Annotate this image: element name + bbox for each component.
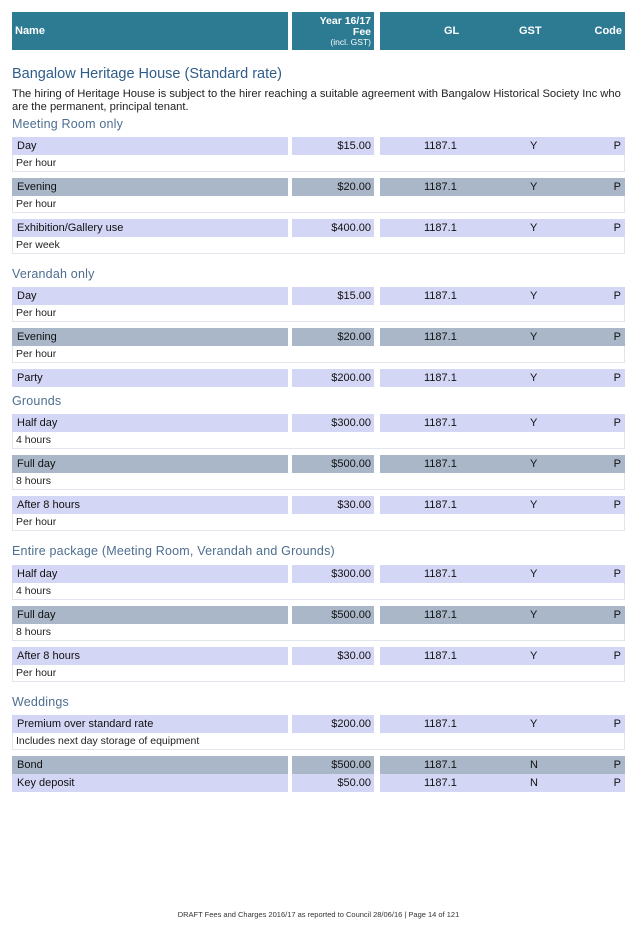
table-row <box>12 606 625 624</box>
row-code: P <box>613 290 621 302</box>
row-name: Bond <box>17 759 43 771</box>
row-unit <box>12 155 625 172</box>
row-unit <box>12 196 625 213</box>
row-unit <box>12 432 625 449</box>
table-row <box>12 178 625 196</box>
table-row <box>12 774 625 792</box>
row-fee: $500.00 <box>331 609 371 621</box>
row-gl: 1187.1 <box>424 290 457 302</box>
row-code: P <box>613 417 621 429</box>
row-unit-text: Per hour <box>16 157 57 169</box>
row-fee: $500.00 <box>331 458 371 470</box>
row-gl: 1187.1 <box>424 181 457 193</box>
row-fee: $15.00 <box>337 290 371 302</box>
row-gl: 1187.1 <box>424 372 457 384</box>
row-code: P <box>613 759 621 771</box>
row-unit-text: 8 hours <box>16 475 52 487</box>
row-name: Key deposit <box>17 777 75 789</box>
section-heading-grounds: Grounds <box>12 394 62 408</box>
row-unit <box>12 583 625 600</box>
row-name: Day <box>17 140 37 152</box>
row-code: P <box>613 372 621 384</box>
row-unit-text: Per hour <box>16 348 57 360</box>
row-gl: 1187.1 <box>424 568 457 580</box>
row-fee: $400.00 <box>331 222 371 234</box>
row-gl: 1187.1 <box>424 650 457 662</box>
row-fee: $500.00 <box>331 759 371 771</box>
table-row <box>12 137 625 155</box>
row-code: P <box>613 650 621 662</box>
row-unit-text: 4 hours <box>16 585 52 597</box>
row-unit-text: Includes next day storage of equipment <box>16 735 200 747</box>
row-fee: $15.00 <box>337 140 371 152</box>
row-gst: N <box>530 759 538 771</box>
row-name: Party <box>17 372 43 384</box>
row-unit-text: Per hour <box>16 198 57 210</box>
row-code: P <box>613 499 621 511</box>
row-gst: Y <box>530 499 538 511</box>
row-gst: Y <box>530 458 538 470</box>
table-row <box>12 565 625 583</box>
section-heading-meeting-room: Meeting Room only <box>12 117 124 131</box>
row-unit <box>12 305 625 322</box>
row-unit <box>12 346 625 363</box>
row-name: Exhibition/Gallery use <box>17 222 124 234</box>
row-gst: Y <box>530 650 538 662</box>
row-name: Evening <box>17 181 57 193</box>
row-code: P <box>613 331 621 343</box>
row-name: Half day <box>17 417 58 429</box>
row-fee: $300.00 <box>331 417 371 429</box>
row-fee: $20.00 <box>337 181 371 193</box>
row-code: P <box>613 181 621 193</box>
row-fee: $30.00 <box>337 650 371 662</box>
page-title: Bangalow Heritage House (Standard rate) <box>12 66 283 82</box>
row-gl: 1187.1 <box>424 417 457 429</box>
row-unit <box>12 237 625 254</box>
section-heading-weddings: Weddings <box>12 695 69 709</box>
row-name: Full day <box>17 458 56 470</box>
row-code: P <box>613 140 621 152</box>
row-unit <box>12 624 625 641</box>
column-header-name-label: Name <box>15 25 45 37</box>
row-unit-text: Per hour <box>16 307 57 319</box>
row-gl: 1187.1 <box>424 759 457 771</box>
row-unit <box>12 514 625 531</box>
row-name: After 8 hours <box>17 650 80 662</box>
table-row <box>12 715 625 733</box>
row-gl: 1187.1 <box>424 222 457 234</box>
table-row <box>12 219 625 237</box>
table-row <box>12 496 625 514</box>
row-gst: Y <box>530 181 538 193</box>
row-name: Half day <box>17 568 58 580</box>
column-header-fee-label: Fee <box>352 26 371 38</box>
row-code: P <box>613 458 621 470</box>
column-header-fee-year: Year 16/17 <box>319 15 371 27</box>
row-unit-text: 8 hours <box>16 626 52 638</box>
row-unit <box>12 733 625 750</box>
table-row <box>12 414 625 432</box>
row-unit-text: Per hour <box>16 667 57 679</box>
page-footer: DRAFT Fees and Charges 2016/17 as reported to Council 28/06/16 | Page 14 of 121 <box>177 910 460 919</box>
column-header-fee-note: (incl. GST) <box>330 37 371 47</box>
row-fee: $200.00 <box>331 372 371 384</box>
row-gl: 1187.1 <box>424 331 457 343</box>
row-gl: 1187.1 <box>424 140 457 152</box>
row-gl: 1187.1 <box>424 458 457 470</box>
row-fee: $50.00 <box>337 777 371 789</box>
row-unit <box>12 665 625 682</box>
row-gst: Y <box>530 140 538 152</box>
table-row <box>12 328 625 346</box>
row-gst: Y <box>530 568 538 580</box>
row-name: Day <box>17 290 37 302</box>
column-header-name <box>12 12 288 50</box>
column-header-gl: GL <box>444 25 460 37</box>
row-code: P <box>613 609 621 621</box>
row-gl: 1187.1 <box>424 499 457 511</box>
row-gst: Y <box>530 331 538 343</box>
row-unit <box>12 473 625 490</box>
row-name: Premium over standard rate <box>17 718 154 730</box>
row-gst: Y <box>530 222 538 234</box>
table-row <box>12 647 625 665</box>
row-gst: Y <box>530 372 538 384</box>
row-name: After 8 hours <box>17 499 80 511</box>
row-name: Evening <box>17 331 57 343</box>
table-row <box>12 756 625 774</box>
row-code: P <box>613 222 621 234</box>
table-row <box>12 455 625 473</box>
row-unit-text: Per hour <box>16 516 57 528</box>
intro-text: The hiring of Heritage House is subject to the hirer reaching a suitable agreement with Bangalow Historical Society Inc who are the permanent, principal tenant. <box>12 88 621 113</box>
row-fee: $300.00 <box>331 568 371 580</box>
column-header-fee <box>292 12 374 50</box>
row-unit-text: Per week <box>16 239 60 251</box>
row-fee: $200.00 <box>331 718 371 730</box>
section-heading-entire-package: Entire package (Meeting Room, Verandah and Grounds) <box>12 544 335 558</box>
row-gl: 1187.1 <box>424 777 457 789</box>
row-gst: Y <box>530 609 538 621</box>
column-header-code: Code <box>594 25 622 37</box>
section-heading-verandah: Verandah only <box>12 267 95 281</box>
row-name: Full day <box>17 609 56 621</box>
row-code: P <box>613 777 621 789</box>
row-code: P <box>613 568 621 580</box>
column-header-group <box>380 12 625 50</box>
row-unit-text: 4 hours <box>16 434 52 446</box>
row-gst: Y <box>530 718 538 730</box>
row-code: P <box>613 718 621 730</box>
row-gl: 1187.1 <box>424 718 457 730</box>
row-fee: $30.00 <box>337 499 371 511</box>
row-fee: $20.00 <box>337 331 371 343</box>
row-gst: N <box>530 777 538 789</box>
table-row <box>12 287 625 305</box>
column-header-gst: GST <box>519 25 542 37</box>
table-row <box>12 369 625 387</box>
row-gl: 1187.1 <box>424 609 457 621</box>
row-gst: Y <box>530 290 538 302</box>
row-gst: Y <box>530 417 538 429</box>
